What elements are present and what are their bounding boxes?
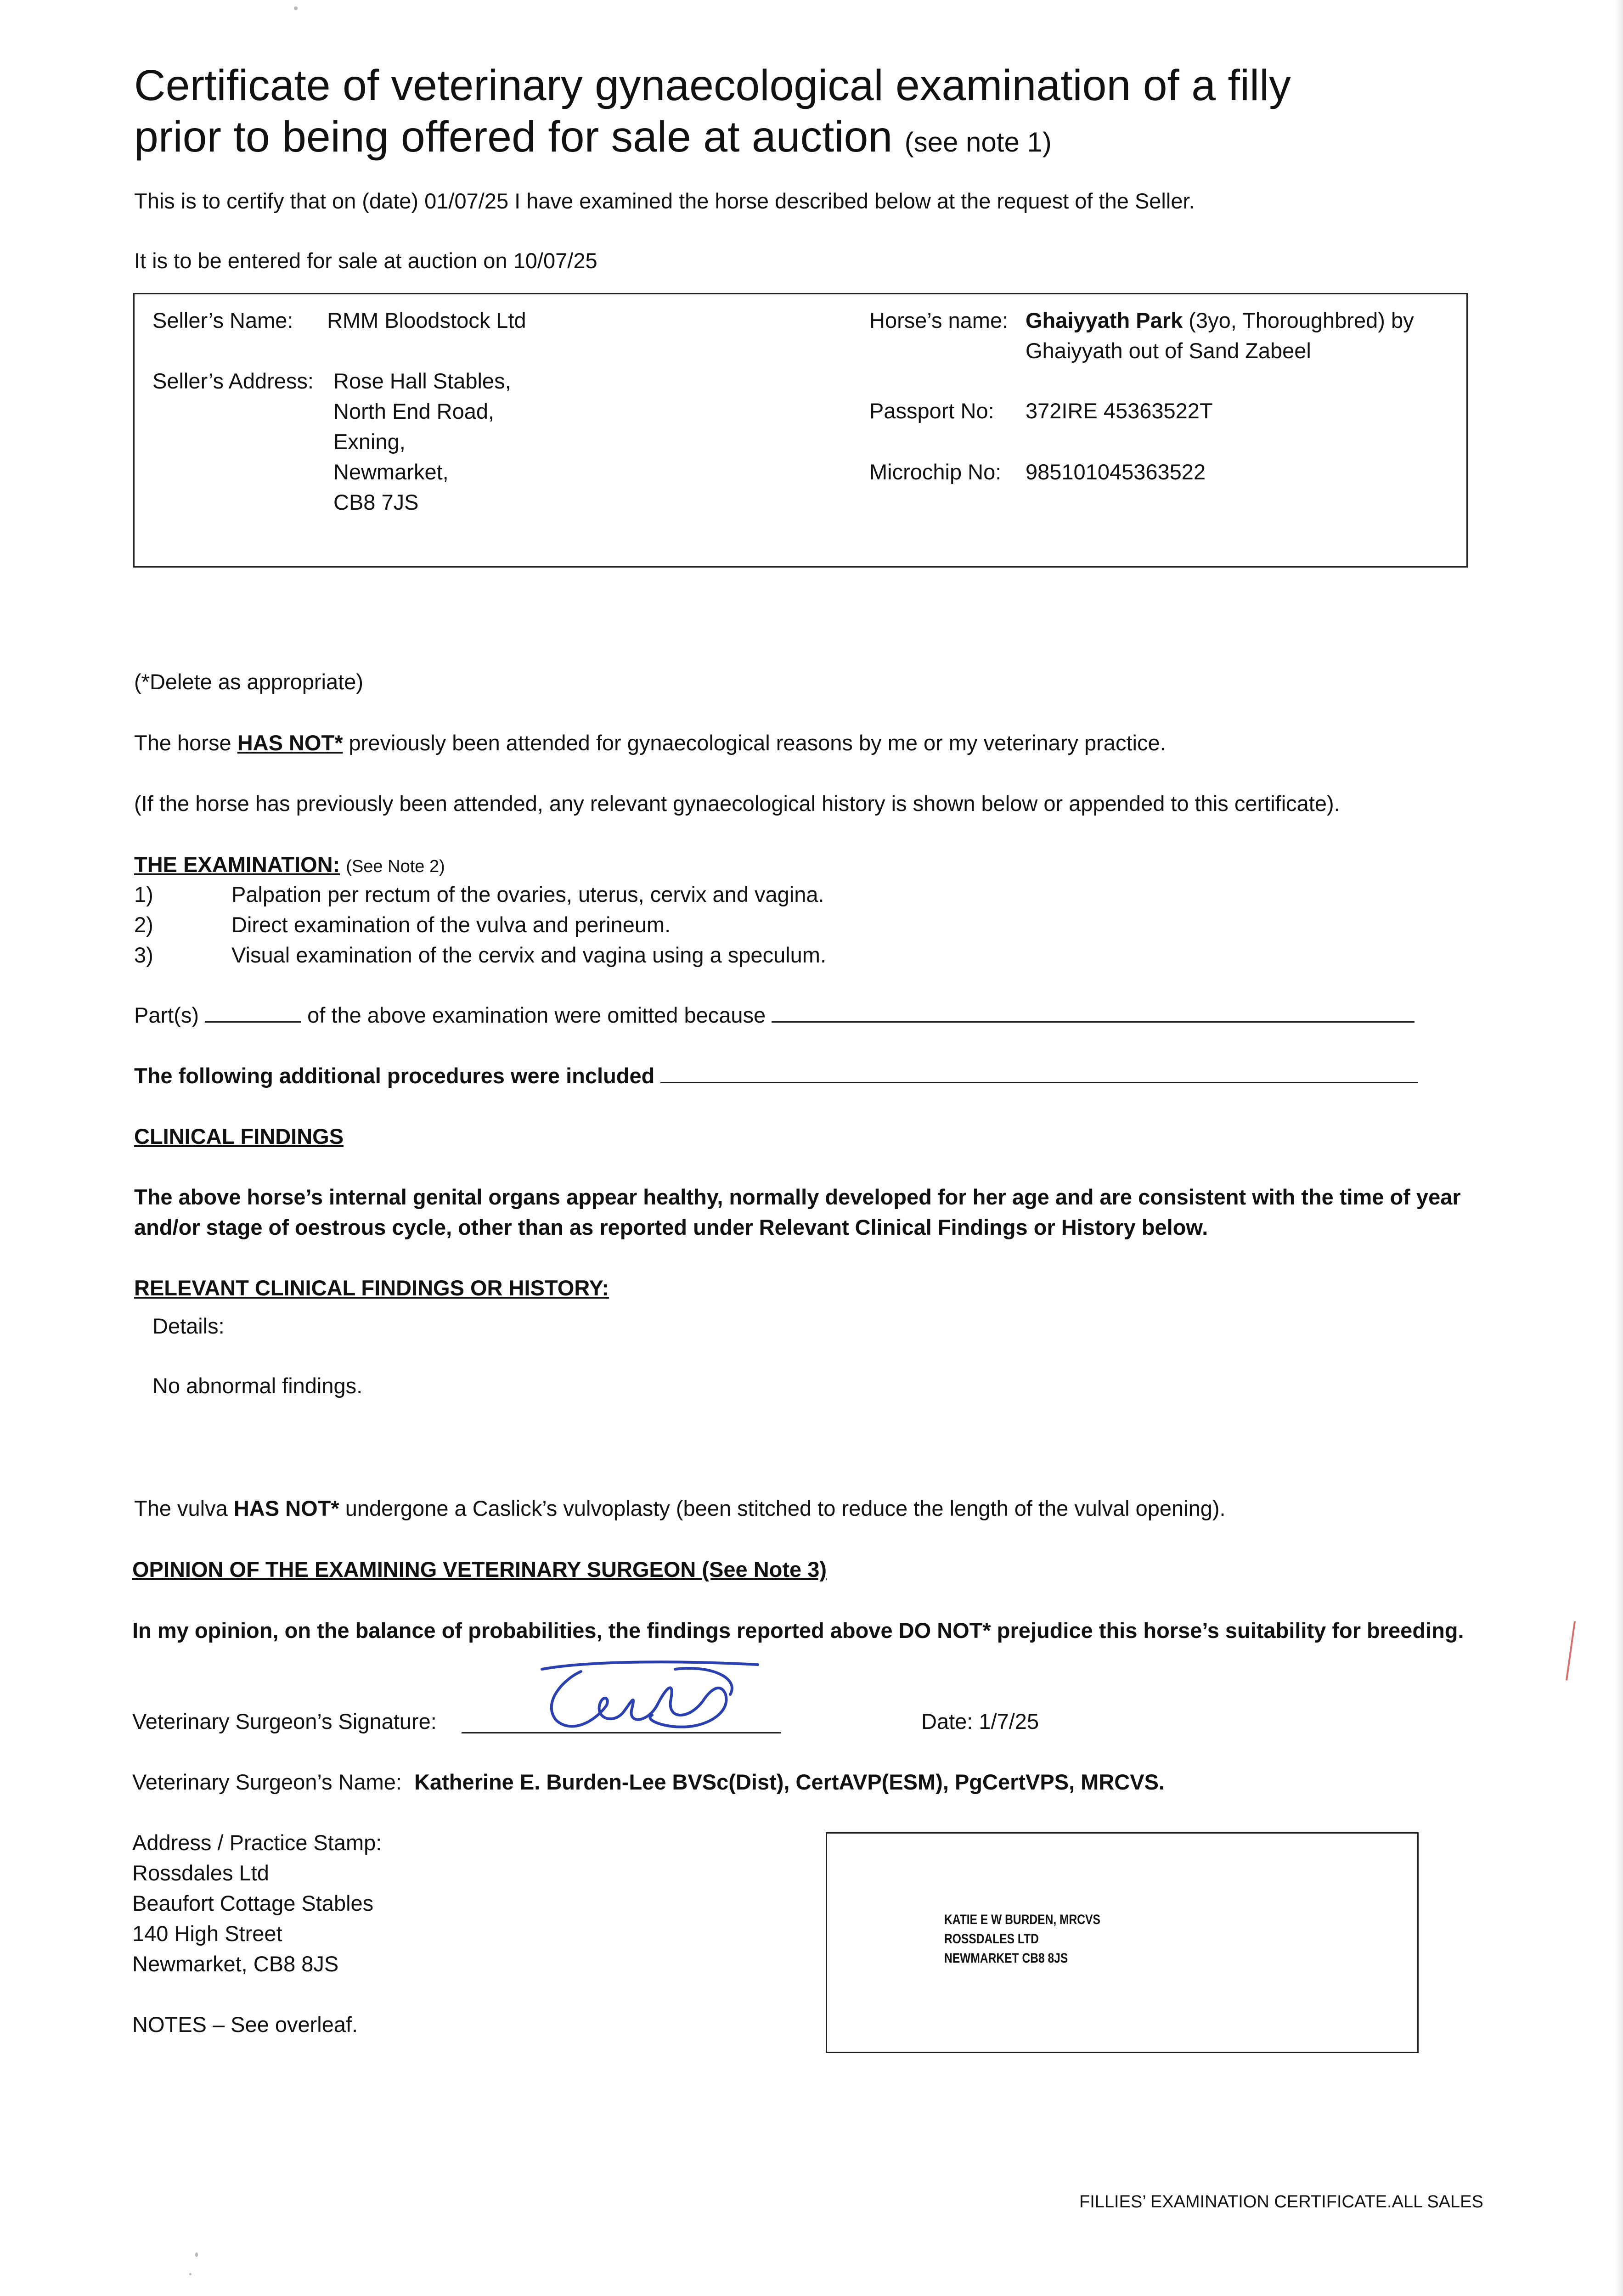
seller-address-line: CB8 7JS bbox=[333, 490, 419, 514]
examination-item-text: Palpation per rectum of the ovaries, uterus, cervix and vagina. bbox=[231, 882, 824, 906]
practice-address-label: Address / Practice Stamp: bbox=[132, 1830, 382, 1855]
opinion-status: DO NOT* bbox=[898, 1618, 991, 1643]
examination-item bbox=[134, 940, 826, 970]
omitted-middle: of the above examination were omitted because bbox=[307, 1003, 766, 1027]
omitted-reason-blank[interactable] bbox=[772, 1003, 1414, 1023]
auction-date-line bbox=[134, 246, 597, 276]
footer-text: FILLIES’ EXAMINATION CERTIFICATE.ALL SALES bbox=[1079, 2192, 1483, 2212]
page-edge bbox=[1615, 0, 1623, 2296]
omitted-line bbox=[134, 1000, 1414, 1030]
opinion-prefix: In my opinion, on the balance of probabilities, the findings reported above bbox=[132, 1618, 893, 1643]
passport-label: Passport No: bbox=[869, 399, 994, 423]
seller-address-line: Newmarket, bbox=[333, 460, 449, 484]
practice-stamp bbox=[944, 1910, 1100, 1968]
vulva-status: HAS NOT* bbox=[233, 1496, 339, 1520]
practice-address bbox=[132, 1828, 382, 1979]
passport-number: 372IRE 45363522T bbox=[1026, 399, 1213, 423]
seller-address bbox=[333, 366, 511, 518]
vulva-prefix: The vulva bbox=[134, 1496, 228, 1520]
examination-item bbox=[134, 879, 826, 910]
attended-statement bbox=[134, 728, 1166, 758]
stamp-line: NEWMARKET CB8 8JS bbox=[944, 1951, 1068, 1966]
horse-name: Ghaiyyath Park bbox=[1026, 308, 1183, 332]
seller-address-line: North End Road, bbox=[333, 399, 495, 423]
exam-date-suffix: I have examined the horse described below at the request of the Seller. bbox=[514, 189, 1195, 213]
microchip-number: 985101045363522 bbox=[1026, 460, 1206, 484]
history-note: (If the horse has previously been attended, any relevant gynaecological history is shown below or appended to this certificate). bbox=[134, 791, 1340, 816]
clinical-findings-heading: CLINICAL FINDINGS bbox=[134, 1124, 344, 1148]
seller-address-line: Exning, bbox=[333, 429, 406, 454]
additional-procedures-blank[interactable] bbox=[660, 1064, 1418, 1083]
additional-procedures-label: The following additional procedures were included bbox=[134, 1064, 655, 1088]
seller-name-label: Seller’s Name: bbox=[152, 308, 293, 332]
signature-date: 1/7/25 bbox=[979, 1709, 1039, 1733]
surgeon-name-label: Veterinary Surgeon’s Name: bbox=[132, 1770, 402, 1794]
omitted-parts-blank[interactable] bbox=[205, 1003, 301, 1023]
clinical-statement bbox=[134, 1182, 1461, 1243]
opinion-suffix: prejudice this horse’s suitability for breeding. bbox=[997, 1618, 1464, 1643]
auction-date-value: 10/07/25 bbox=[513, 248, 597, 273]
attended-suffix: previously been attended for gynaecological reasons by me or my veterinary practice. bbox=[349, 731, 1166, 755]
auction-date-prefix: It is to be entered for sale at auction on bbox=[134, 248, 507, 273]
opinion-heading: OPINION OF THE EXAMINING VETERINARY SURGEON (See Note 3) bbox=[132, 1557, 827, 1581]
exam-date-value: 01/07/25 bbox=[424, 189, 509, 213]
opinion-statement bbox=[132, 1615, 1464, 1646]
omitted-prefix: Part(s) bbox=[134, 1003, 199, 1027]
signature-label: Veterinary Surgeon’s Signature: bbox=[132, 1709, 437, 1733]
practice-address-line: 140 High Street bbox=[132, 1921, 282, 1946]
examination-item-text: Visual examination of the cervix and vagina using a speculum. bbox=[231, 943, 827, 967]
exam-date-prefix: This is to certify that on (date) bbox=[134, 189, 419, 213]
details-label: Details: bbox=[152, 1314, 225, 1338]
seller-name: RMM Bloodstock Ltd bbox=[327, 308, 526, 332]
signature-scribble bbox=[537, 1651, 776, 1738]
vulva-statement bbox=[134, 1493, 1226, 1524]
surgeon-name-line bbox=[132, 1767, 1165, 1797]
exam-date-line bbox=[134, 186, 1195, 216]
examination-item-number: 1) bbox=[134, 882, 153, 906]
practice-address-line: Newmarket, CB8 8JS bbox=[132, 1952, 339, 1976]
horse-details-line-2: Ghaiyyath out of Sand Zabeel bbox=[1026, 338, 1311, 363]
scan-speck bbox=[195, 2252, 198, 2257]
page-title bbox=[134, 60, 1291, 168]
surgeon-name: Katherine E. Burden-Lee BVSc(Dist), CertAVP(ESM), PgCertVPS, MRCVS. bbox=[414, 1770, 1165, 1794]
title-line-2: prior to being offered for sale at auction bbox=[134, 113, 893, 161]
seller-address-label: Seller’s Address: bbox=[152, 369, 314, 393]
horse-name-label: Horse’s name: bbox=[869, 308, 1009, 332]
signature-date-line bbox=[921, 1706, 1039, 1737]
vulva-suffix: undergone a Caslick’s vulvoplasty (been stitched to reduce the length of the vulval opening). bbox=[345, 1496, 1226, 1520]
attended-status: HAS NOT* bbox=[237, 731, 343, 755]
delete-note: (*Delete as appropriate) bbox=[134, 670, 363, 694]
scan-speck bbox=[294, 6, 298, 10]
signature-date-label: Date: bbox=[921, 1709, 973, 1733]
margin-pen-mark bbox=[1566, 1621, 1576, 1680]
title-line-1: Certificate of veterinary gynaecological examination of a filly bbox=[134, 61, 1291, 110]
stamp-line: ROSSDALES LTD bbox=[944, 1931, 1039, 1947]
examination-item-number: 2) bbox=[134, 912, 153, 937]
horse-details: (3yo, Thoroughbred) by bbox=[1189, 308, 1414, 332]
examination-list bbox=[134, 879, 826, 970]
examination-heading-line bbox=[134, 850, 445, 882]
additional-procedures-line bbox=[134, 1061, 1418, 1091]
examination-item-number: 3) bbox=[134, 943, 153, 967]
examination-item-text: Direct examination of the vulva and perineum. bbox=[231, 912, 671, 937]
title-note: (see note 1) bbox=[904, 127, 1052, 158]
scan-speck bbox=[189, 2273, 192, 2275]
practice-address-line: Beaufort Cottage Stables bbox=[132, 1891, 374, 1915]
notes-text: NOTES – See overleaf. bbox=[132, 2012, 358, 2037]
practice-stamp-box bbox=[826, 1832, 1419, 2053]
details-text: No abnormal findings. bbox=[152, 1373, 363, 1398]
microchip-label: Microchip No: bbox=[869, 460, 1002, 484]
horse-name-block bbox=[1026, 305, 1414, 366]
clinical-statement-line-2: and/or stage of oestrous cycle, other than as reported under Relevant Clinical Findings or History below. bbox=[134, 1215, 1208, 1239]
clinical-statement-line-1: The above horse’s internal genital organs appear healthy, normally developed for her age and are consistent with the time of year bbox=[134, 1185, 1461, 1209]
stamp-line: KATIE E W BURDEN, MRCVS bbox=[944, 1912, 1100, 1927]
practice-address-line: Rossdales Ltd bbox=[132, 1861, 269, 1885]
seller-address-line: Rose Hall Stables, bbox=[333, 369, 511, 393]
examination-note: (See Note 2) bbox=[346, 857, 445, 876]
attended-prefix: The horse bbox=[134, 731, 231, 755]
examination-item bbox=[134, 910, 826, 940]
examination-heading: THE EXAMINATION: bbox=[134, 852, 340, 877]
relevant-findings-heading: RELEVANT CLINICAL FINDINGS OR HISTORY: bbox=[134, 1276, 609, 1300]
